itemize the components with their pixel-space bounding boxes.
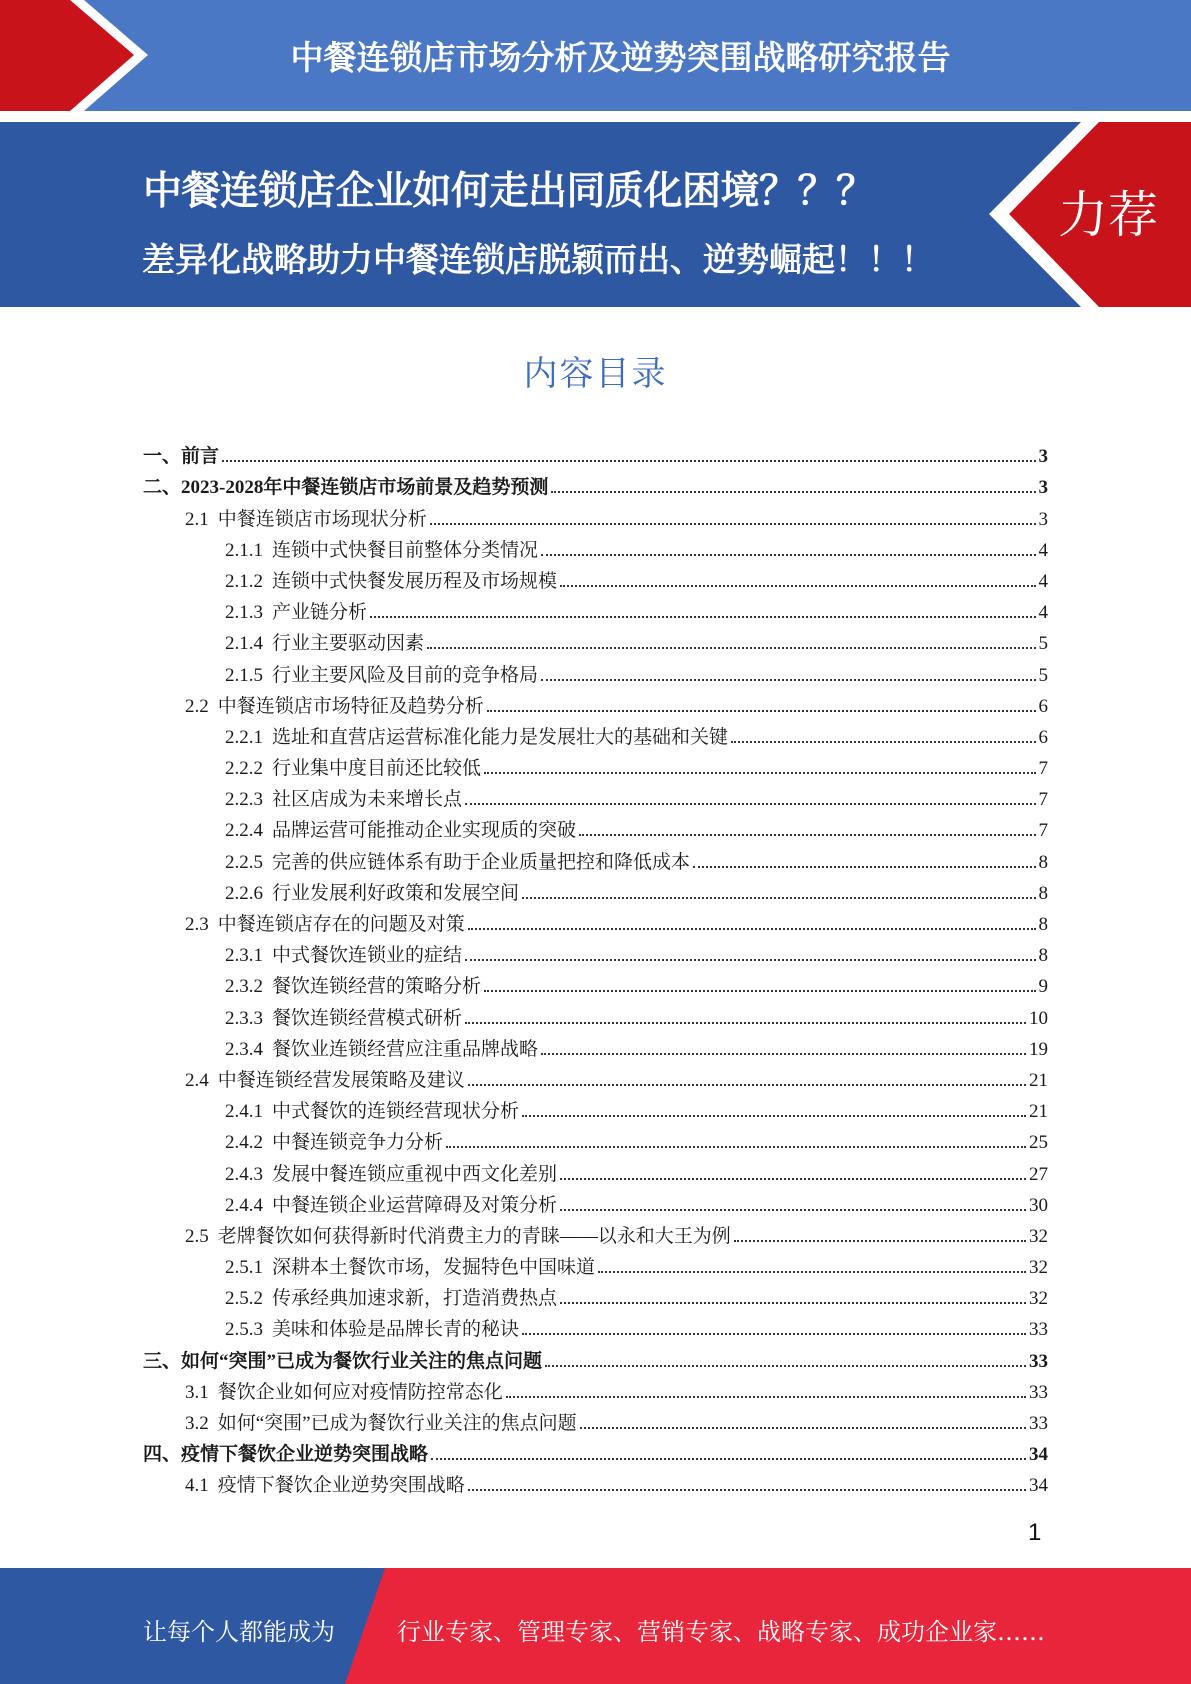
toc-entry-number: 2.4.1 [225, 1101, 263, 1123]
toc-entry-title: 中餐连锁经营发展策略及建议 [217, 1069, 465, 1091]
toc-entry-number: 2.4.3 [225, 1163, 263, 1185]
toc-entry-title: 行业发展利好政策和发展空间 [272, 882, 520, 904]
toc-entry-number: 3.1 [185, 1381, 209, 1403]
toc-dot-leader [465, 959, 1035, 961]
toc-entry-number: 2.2.2 [225, 758, 263, 780]
toc-entry[interactable] [143, 1154, 1048, 1185]
toc-entry[interactable] [143, 1123, 1048, 1154]
toc-entry-page: 5 [1038, 664, 1048, 686]
toc-entry-number: 2.5.2 [225, 1288, 263, 1310]
toc-entry-title: 选址和直营店运营标准化能力是发展壮大的基础和关键 [272, 726, 729, 748]
hero-subheadline: 差异化战略助力中餐连锁店脱颖而出、逆势崛起！！！ [142, 240, 934, 279]
red-arrow-decoration [0, 0, 150, 111]
toc-dot-leader [693, 866, 1035, 868]
toc-dot-leader [560, 1178, 1026, 1180]
toc-entry-title: 餐饮业连锁经营应注重品牌战略 [272, 1038, 539, 1060]
toc-dot-leader [468, 928, 1036, 930]
toc-entry-page: 19 [1029, 1038, 1048, 1060]
toc-entry[interactable] [143, 468, 1048, 499]
toc-entry-title: 餐饮连锁经营的策略分析 [272, 976, 482, 998]
toc-dot-leader [465, 1022, 1026, 1024]
toc-entry-title: 中餐连锁店存在的问题及对策 [217, 914, 465, 935]
toc-entry[interactable] [143, 531, 1048, 562]
toc-dot-leader [427, 647, 1035, 649]
toc-entry[interactable] [143, 1030, 1048, 1061]
toc-entry-number: 2.4.2 [225, 1132, 263, 1154]
toc-entry[interactable] [143, 655, 1048, 686]
toc-entry-number: 2.1.1 [225, 539, 263, 561]
toc-entry-page: 6 [1038, 726, 1048, 748]
toc-entry[interactable] [143, 1217, 1048, 1248]
toc-entry[interactable] [143, 811, 1048, 842]
toc-entry[interactable] [143, 998, 1048, 1029]
toc-entry[interactable] [143, 499, 1048, 530]
toc-entry[interactable] [143, 562, 1048, 593]
footer-slogan-right: 行业专家、管理专家、营销专家、战略专家、成功企业家…… [397, 1618, 1045, 1646]
toc-entry-number: 2.4 [185, 1069, 209, 1091]
toc-entry[interactable] [143, 1092, 1048, 1123]
toc-entry-page: 10 [1029, 1007, 1048, 1029]
toc-entry-page: 21 [1029, 1101, 1048, 1123]
toc-entry-page: 8 [1038, 851, 1048, 873]
toc-entry-number: 2.2.5 [225, 851, 263, 873]
toc-entry-page: 3 [1038, 446, 1048, 468]
toc-entry-page: 3 [1038, 477, 1048, 499]
toc-entry-title: 疫情下餐饮企业逆势突围战略 [217, 1475, 465, 1497]
footer-slogan-left: 让每个人都能成为 [143, 1618, 335, 1646]
toc-entry-title: 中餐连锁店市场特征及趋势分析 [217, 695, 484, 717]
toc-dot-leader [370, 616, 1035, 618]
toc-dot-leader [560, 1209, 1026, 1211]
toc-entry-number: 2.4.4 [225, 1194, 263, 1216]
toc-entry-title: 中餐连锁店市场现状分析 [217, 508, 427, 530]
toc-dot-leader [430, 523, 1036, 525]
toc-entry-number: 2.1.2 [225, 570, 263, 592]
toc-entry-title: 行业主要风险及目前的竞争格局 [272, 664, 539, 686]
toc-entry-title: 如何“突围”已成为餐饮行业关注的焦点问题 [217, 1413, 577, 1434]
toc-entry-title: 中餐连锁竞争力分析 [272, 1132, 444, 1154]
toc-entry[interactable] [143, 1279, 1048, 1310]
toc-entry-page: 7 [1038, 820, 1048, 842]
toc-entry[interactable] [143, 1341, 1048, 1372]
table-of-contents [143, 437, 1048, 1497]
toc-dot-leader [541, 1053, 1026, 1055]
toc-entry-number: 2.1.4 [225, 633, 263, 655]
toc-dot-leader [579, 834, 1035, 836]
toc-entry-title: 社区店成为未来增长点 [272, 789, 463, 811]
toc-entry-title: 二、2023-2028年中餐连锁店市场前景及趋势预测 [143, 477, 549, 499]
toc-entry-title: 一、前言 [143, 446, 220, 468]
toc-dot-leader [522, 1333, 1026, 1335]
toc-dot-leader [560, 1302, 1026, 1304]
toc-entry-title: 四、疫情下餐饮企业逆势突围战略 [143, 1444, 429, 1466]
toc-dot-leader [506, 1396, 1026, 1398]
toc-entry-number: 2.3.2 [225, 976, 263, 998]
toc-heading: 内容目录 [523, 354, 668, 394]
toc-entry-title: 连锁中式快餐发展历程及市场规模 [272, 570, 558, 592]
toc-entry-number: 2.5.3 [225, 1319, 263, 1341]
toc-entry-number: 2.1 [185, 508, 209, 530]
toc-entry-page: 33 [1029, 1413, 1048, 1434]
hero-headline: 中餐连锁店企业如何走出同质化困境？？？ [143, 169, 875, 214]
toc-entry-page: 32 [1029, 1225, 1048, 1247]
toc-entry-title: 中式餐饮的连锁经营现状分析 [272, 1101, 520, 1123]
toc-entry-title: 行业集中度目前还比较低 [272, 758, 482, 780]
toc-dot-leader [541, 554, 1035, 556]
toc-entry-page: 32 [1029, 1288, 1048, 1310]
toc-entry-title: 行业主要驱动因素 [272, 633, 425, 655]
toc-entry-number: 2.1.5 [225, 664, 263, 686]
toc-entry[interactable] [143, 593, 1048, 624]
toc-entry[interactable] [143, 967, 1048, 998]
toc-entry-title: 老牌餐饮如何获得新时代消费主力的青睐——以永和大王为例 [217, 1225, 731, 1247]
toc-entry-title: 品牌运营可能推动企业实现质的突破 [272, 820, 577, 842]
toc-entry[interactable] [143, 687, 1048, 718]
toc-entry-page: 8 [1038, 914, 1048, 935]
toc-entry[interactable] [143, 1248, 1048, 1279]
toc-dot-leader [468, 1489, 1026, 1491]
toc-entry[interactable] [143, 842, 1048, 873]
toc-entry-number: 2.2.6 [225, 882, 263, 904]
toc-dot-leader [487, 710, 1036, 712]
toc-entry-page: 32 [1029, 1257, 1048, 1279]
toc-entry-page: 7 [1038, 789, 1048, 811]
toc-entry-page: 8 [1038, 945, 1048, 967]
toc-entry-page: 7 [1038, 758, 1048, 780]
toc-dot-leader [484, 772, 1035, 774]
toc-entry-number: 2.3.4 [225, 1038, 263, 1060]
toc-entry-number: 3.2 [185, 1413, 209, 1434]
toc-entry[interactable] [143, 749, 1048, 780]
toc-entry-number: 2.2.4 [225, 820, 263, 842]
report-title: 中餐连锁店市场分析及逆势突围战略研究报告 [290, 38, 951, 77]
toc-entry-page: 33 [1029, 1350, 1048, 1372]
toc-entry-title: 产业链分析 [272, 602, 368, 624]
toc-entry-page: 21 [1029, 1069, 1048, 1091]
toc-entry-page: 9 [1038, 976, 1048, 998]
toc-entry-title: 餐饮企业如何应对疫情防控常态化 [217, 1381, 503, 1403]
toc-entry-page: 3 [1038, 508, 1048, 530]
toc-entry-title: 发展中餐连锁应重视中西文化差别 [272, 1163, 558, 1185]
toc-entry[interactable] [143, 437, 1048, 468]
toc-entry-page: 34 [1029, 1475, 1048, 1497]
toc-dot-leader [446, 1146, 1026, 1148]
toc-dot-leader [734, 1240, 1026, 1242]
toc-entry[interactable] [143, 1435, 1048, 1466]
toc-entry-number: 2.2 [185, 695, 209, 717]
toc-dot-leader [731, 741, 1035, 743]
toc-entry-page: 33 [1029, 1381, 1048, 1403]
toc-entry-page: 4 [1038, 602, 1048, 624]
toc-entry-page: 27 [1029, 1163, 1048, 1185]
toc-dot-leader [222, 460, 1035, 462]
toc-entry-number: 2.5.1 [225, 1257, 263, 1279]
toc-entry-title: 连锁中式快餐目前整体分类情况 [272, 539, 539, 561]
toc-dot-leader [545, 1365, 1026, 1367]
toc-entry[interactable] [143, 1373, 1048, 1404]
toc-entry-number: 2.2.3 [225, 789, 263, 811]
toc-entry-title: 深耕本土餐饮市场，发掘特色中国味道 [272, 1257, 596, 1279]
toc-entry-title: 三、如何“突围”已成为餐饮行业关注的焦点问题 [143, 1350, 543, 1372]
toc-entry[interactable] [143, 1061, 1048, 1092]
toc-dot-leader [431, 1458, 1026, 1460]
toc-entry-page: 4 [1038, 539, 1048, 561]
toc-entry[interactable] [143, 905, 1048, 936]
toc-entry[interactable] [143, 1466, 1048, 1497]
toc-dot-leader [580, 1427, 1026, 1429]
toc-dot-leader [465, 803, 1035, 805]
toc-dot-leader [522, 1115, 1026, 1117]
toc-dot-leader [560, 585, 1035, 587]
toc-entry[interactable] [143, 1404, 1048, 1435]
toc-entry-title: 餐饮连锁经营模式研析 [272, 1007, 463, 1029]
toc-entry-page: 4 [1038, 570, 1048, 592]
toc-entry-page: 8 [1038, 882, 1048, 904]
toc-entry-number: 2.5 [185, 1225, 209, 1247]
top-banner [0, 0, 1191, 111]
toc-entry-number: 2.2.1 [225, 726, 263, 748]
toc-entry-title: 美味和体验是品牌长青的秘诀 [272, 1319, 520, 1341]
toc-entry-number: 2.3 [185, 914, 209, 935]
hero-band [0, 122, 1191, 307]
toc-entry-number: 2.3.1 [225, 945, 263, 967]
toc-dot-leader [541, 679, 1035, 681]
toc-entry-page: 30 [1029, 1194, 1048, 1216]
toc-entry[interactable] [143, 624, 1048, 655]
toc-dot-leader [598, 1271, 1026, 1273]
toc-entry-page: 6 [1038, 695, 1048, 717]
toc-entry[interactable] [143, 780, 1048, 811]
toc-entry-number: 2.3.3 [225, 1007, 263, 1029]
toc-dot-leader [551, 491, 1035, 493]
toc-entry-title: 中餐连锁企业运营障碍及对策分析 [272, 1194, 558, 1216]
toc-dot-leader [468, 1084, 1026, 1086]
toc-entry-page: 34 [1029, 1444, 1048, 1466]
toc-dot-leader [484, 990, 1035, 992]
toc-entry-title: 中式餐饮连锁业的症结 [272, 945, 463, 967]
toc-dot-leader [522, 897, 1035, 899]
toc-entry[interactable] [143, 936, 1048, 967]
toc-entry-page: 25 [1029, 1132, 1048, 1154]
toc-entry[interactable] [143, 718, 1048, 749]
toc-entry-title: 完善的供应链体系有助于企业质量把控和降低成本 [272, 851, 691, 873]
toc-entry-page: 5 [1038, 633, 1048, 655]
toc-entry-page: 33 [1029, 1319, 1048, 1341]
toc-entry[interactable] [143, 1310, 1048, 1341]
toc-entry-title: 传承经典加速求新，打造消费热点 [272, 1288, 558, 1310]
toc-entry[interactable] [143, 1186, 1048, 1217]
toc-entry[interactable] [143, 874, 1048, 905]
toc-entry-number: 2.1.3 [225, 602, 263, 624]
toc-entry-number: 4.1 [185, 1475, 209, 1497]
page-number: 1 [1028, 1519, 1042, 1546]
badge-label: 力荐 [1058, 186, 1158, 244]
